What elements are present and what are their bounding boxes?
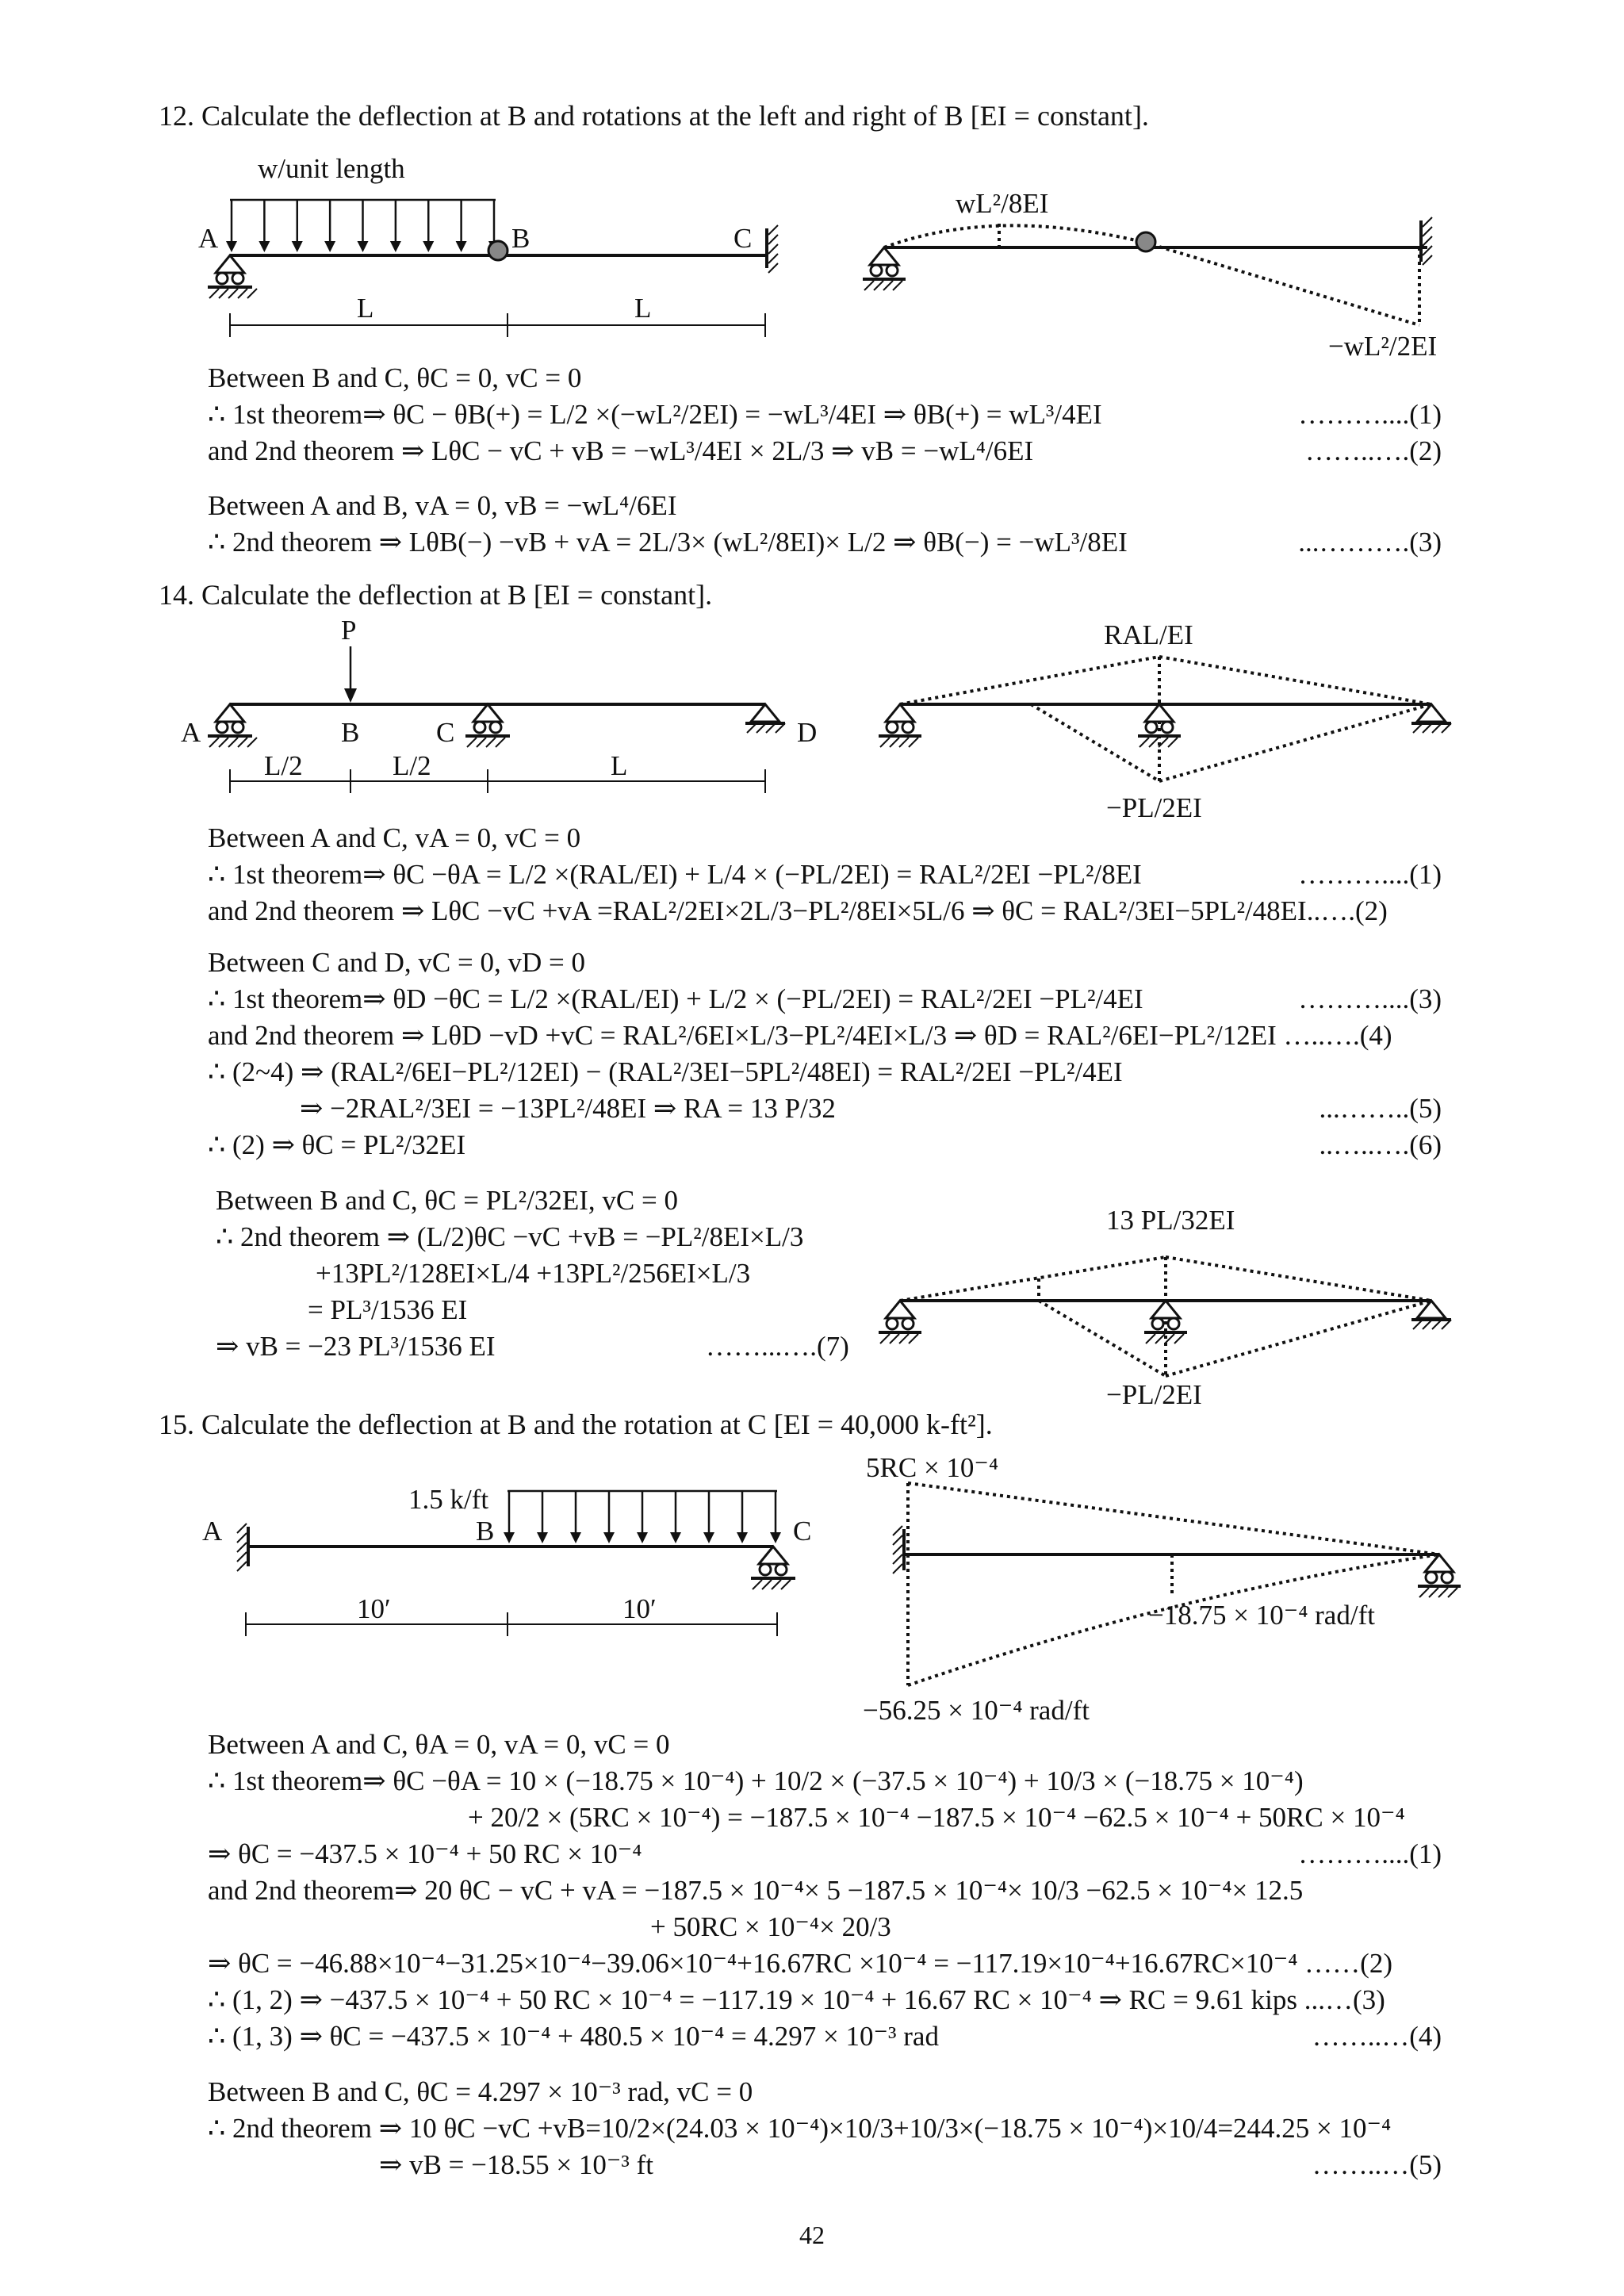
p15-tag-1: ………....(1) (1298, 1838, 1442, 1869)
p12-line-5: ∴ 2nd theorem ⇒ LθB(−) −vB + vA = 2L/3× (wL²/8EI)× L/2 ⇒ θB(−) = −wL³/8EI (208, 527, 1128, 558)
roller-support-c14 (465, 704, 510, 747)
p14-line-4: Between C and D, vC = 0, vD = 0 (208, 947, 585, 978)
p15-line-1: Between A and C, θA = 0, vA = 0, vC = 0 (208, 1729, 670, 1760)
dim-l2: L (634, 293, 652, 324)
load-arrow-head (504, 1532, 515, 1543)
m-ei-diagram-14b (879, 1205, 1451, 1410)
p14-line-13: = PL³/1536 EI (308, 1294, 468, 1325)
p14-line-5: ∴ 1st theorem⇒ θD −θC = L/2 ×(RAL/EI) + L/2 × (−PL/2EI) = RAL²/2EI −PL²/4EI (208, 983, 1143, 1014)
p12-tag-2: ……..….(2) (1304, 435, 1442, 466)
dim14-l3: L (611, 750, 628, 781)
p14-line-14: ⇒ vB = −23 PL³/1536 EI (216, 1331, 496, 1362)
p15-line-9: ∴ (1, 3) ⇒ θC = −437.5 × 10⁻⁴ + 480.5 × 10⁻⁴ = 4.297 × 10⁻³ rad (208, 2021, 939, 2052)
load-arrow-head (737, 1532, 748, 1543)
load-arrow-head (324, 241, 335, 252)
pin-support-d14 (745, 704, 785, 733)
p14-line-12: +13PL²/128EI×L/4 +13PL²/256EI×L/3 (316, 1258, 751, 1289)
p15-line-11: ∴ 2nd theorem ⇒ 10 θC −vC +vB=10/2×(24.03 × 10⁻⁴)×10/3+10/3×(−18.75 × 10⁻⁴)×10/4=244.25 × 10⁻⁴ (208, 2113, 1392, 2144)
label-b: B (511, 223, 530, 254)
p15-line-2: ∴ 1st theorem⇒ θC −θA = 10 × (−18.75 × 10⁻⁴) + 10/2 × (−37.5 × 10⁻⁴) + 10/3 × (−18.75 × 10⁻⁴) (208, 1765, 1304, 1796)
fixed-support-c (767, 225, 778, 273)
p12-tag-1: ………....(1) (1298, 399, 1442, 430)
distributed-load-label: w/unit length (258, 153, 405, 184)
p15-line-4: ⇒ θC = −437.5 × 10⁻⁴ + 50 RC × 10⁻⁴ (208, 1838, 642, 1869)
load-arrow-head (390, 241, 401, 252)
dim-l1: L (357, 293, 374, 324)
p14-tag-3: ………....(3) (1298, 983, 1442, 1014)
p14-line-9: ∴ (2) ⇒ θC = PL²/32EI (208, 1129, 466, 1160)
p14-line-3: and 2nd theorem ⇒ LθC −vC +vA =RAL²/2EI×2L/3−PL²/8EI×5L/6 ⇒ θC = RAL²/3EI−5PL²/48EI..….(2) (208, 895, 1388, 926)
p15-tag-4: ……..…(4) (1312, 2021, 1442, 2052)
point-load-p: P (341, 615, 357, 646)
p14-line-8: ⇒ −2RAL²/3EI = −13PL²/48EI ⇒ RA = 13 P/32 (300, 1093, 836, 1124)
p14-line-11: ∴ 2nd theorem ⇒ (L/2)θC −vC +vB = −PL²/8EI×L/3 (216, 1221, 804, 1252)
p15-line-3: + 20/2 × (5RC × 10⁻⁴) = −187.5 × 10⁻⁴ −187.5 × 10⁻⁴ −62.5 × 10⁻⁴ + 50RC × 10⁻⁴ (468, 1802, 1405, 1833)
load-arrow-head (259, 241, 270, 252)
label-b14: B (341, 717, 360, 748)
label-a15: A (202, 1516, 223, 1547)
m15-bot: −56.25 × 10⁻⁴ rad/ft (863, 1695, 1090, 1726)
dim15-l1: 10′ (357, 1593, 391, 1624)
p14-line-10: Between B and C, θC = PL²/32EI, vC = 0 (216, 1185, 678, 1216)
m14b-bot: −PL/2EI (1106, 1379, 1202, 1410)
p12-line-4: Between A and B, vA = 0, vB = −wL⁴/6EI (208, 490, 677, 521)
page-number: 42 (799, 2221, 825, 2249)
p15-line-6: + 50RC × 10⁻⁴× 20/3 (650, 1911, 891, 1942)
distributed-load-15: 1.5 k/ft (408, 1484, 489, 1515)
roller-support-a14 (208, 704, 257, 747)
p12-line-1: Between B and C, θC = 0, vC = 0 (208, 362, 582, 393)
p14-line-1: Between A and C, vA = 0, vC = 0 (208, 822, 581, 853)
roller-support-c15 (751, 1547, 795, 1589)
m14-bot: −PL/2EI (1106, 792, 1202, 823)
p15-line-7: ⇒ θC = −46.88×10⁻⁴−31.25×10⁻⁴−39.06×10⁻⁴+16.67RC ×10⁻⁴ = −117.19×10⁻⁴+16.67RC×10⁻⁴ ……(2) (208, 1948, 1392, 1979)
load-arrow-head (423, 241, 434, 252)
load-arrow-head (670, 1532, 681, 1543)
roller-support-a (208, 255, 257, 298)
label-c: C (733, 223, 753, 254)
label-d14: D (797, 717, 818, 748)
p15-tag-5: ……..…(5) (1312, 2149, 1442, 2180)
p14-tag-6: ..…..….(6) (1319, 1129, 1442, 1160)
load-arrow-head (703, 1532, 714, 1543)
label-a: A (198, 223, 219, 254)
label-b15: B (476, 1516, 495, 1547)
hinge-b (488, 241, 508, 260)
dim14-l1: L/2 (264, 750, 303, 781)
p12-line-2: ∴ 1st theorem⇒ θC − θB(+) = L/2 ×(−wL²/2EI) = −wL³/4EI ⇒ θB(+) = wL³/4EI (208, 399, 1102, 430)
p14-tag-7: ……...….(7) (706, 1331, 849, 1362)
p15-line-10: Between B and C, θC = 4.297 × 10⁻³ rad, vC = 0 (208, 2076, 753, 2107)
p15-line-5: and 2nd theorem⇒ 20 θC − vC + vA = −187.5 × 10⁻⁴× 5 −187.5 × 10⁻⁴× 10/3 −62.5 × 10⁻⁴× 12.5 (208, 1875, 1304, 1906)
m14-top: RAL/EI (1104, 619, 1193, 650)
label-a14: A (181, 717, 201, 748)
m15-top: 5RC × 10⁻⁴ (866, 1452, 999, 1483)
p14-line-7: ∴ (2~4) ⇒ (RAL²/6EI−PL²/12EI) − (RAL²/3EI−5PL²/48EI) = RAL²/2EI −PL²/4EI (208, 1056, 1123, 1087)
distributed-load-arrows (226, 200, 500, 252)
load-arrow-head (292, 241, 303, 252)
label-c14: C (436, 717, 455, 748)
problem-12-title: 12. Calculate the deflection at B and rotations at the left and right of B [EI = constant]. (159, 100, 1149, 132)
label-c15: C (793, 1516, 812, 1547)
load-arrow-head (358, 241, 369, 252)
p15-line-12: ⇒ vB = −18.55 × 10⁻³ ft (379, 2149, 653, 2180)
m-top-label: wL²/8EI (956, 188, 1049, 219)
dim15-l2: 10′ (622, 1593, 657, 1624)
load-arrow-head (226, 241, 237, 252)
p14-tag-1: ………....(1) (1298, 859, 1442, 890)
p14-line-2: ∴ 1st theorem⇒ θC −θA = L/2 ×(RAL/EI) + L/4 × (−PL/2EI) = RAL²/2EI −PL²/8EI (208, 859, 1142, 890)
m15-mid: −18.75 × 10⁻⁴ rad/ft (1148, 1600, 1375, 1631)
problem-15-title: 15. Calculate the deflection at B and the rotation at C [EI = 40,000 k-ft²]. (159, 1409, 993, 1440)
p12-tag-3: ...……….(3) (1298, 527, 1442, 558)
fixed-support-a15 (237, 1524, 248, 1571)
m-ei-diagram-15 (863, 1452, 1461, 1726)
dim14-l2: L/2 (393, 750, 431, 781)
load-arrow-head (637, 1532, 648, 1543)
load-arrow-head (456, 241, 467, 252)
m14b-top: 13 PL/32EI (1106, 1205, 1235, 1236)
load-arrow-head (603, 1532, 615, 1543)
load-arrow-head (570, 1532, 581, 1543)
p14-tag-5: ...……..(5) (1319, 1093, 1442, 1124)
p12-line-3: and 2nd theorem ⇒ LθC − vC + vB = −wL³/4EI × 2L/3 ⇒ vB = −wL⁴/6EI (208, 435, 1034, 466)
m-bot-label: −wL²/2EI (1328, 331, 1438, 362)
problem-14-title: 14. Calculate the deflection at B [EI = constant]. (159, 579, 713, 611)
m-ei-diagram-12 (863, 188, 1437, 362)
load-arrow-head (537, 1532, 548, 1543)
p14-line-6: and 2nd theorem ⇒ LθD −vD +vC = RAL²/6EI×L/3−PL²/4EI×L/3 ⇒ θD = RAL²/6EI−PL²/12EI …..….(4) (208, 1020, 1392, 1051)
m-ei-diagram-14 (879, 619, 1451, 823)
p15-line-8: ∴ (1, 2) ⇒ −437.5 × 10⁻⁴ + 50 RC × 10⁻⁴ = −117.19 × 10⁻⁴ + 16.67 RC × 10⁻⁴ ⇒ RC = 9.61 kips ...…(3) (208, 1984, 1385, 2015)
load-arrow-head (770, 1532, 781, 1543)
